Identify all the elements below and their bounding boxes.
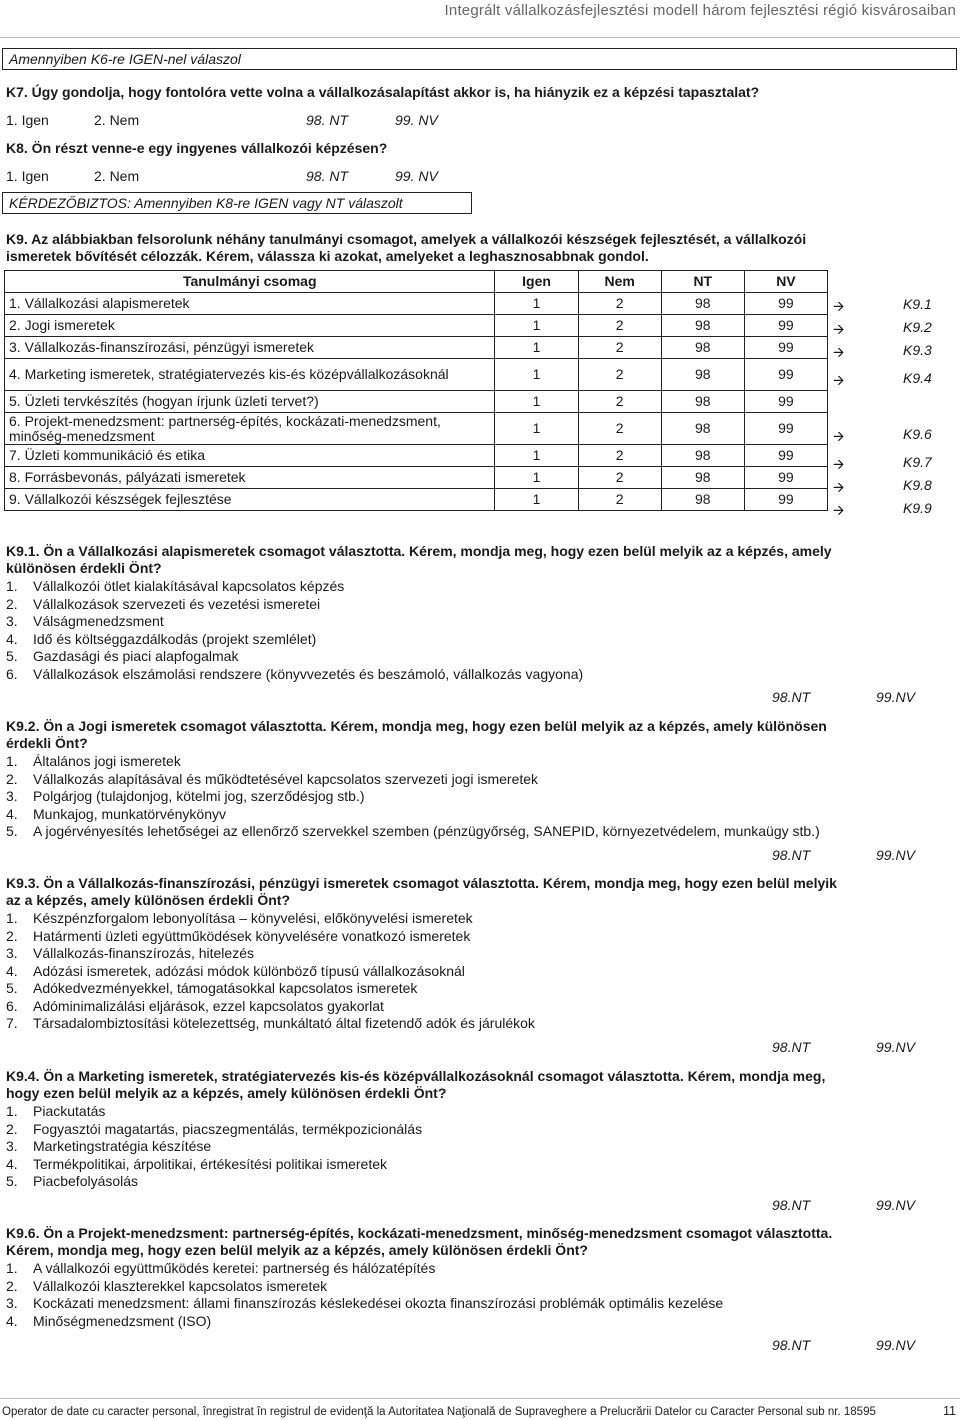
item-label: Társadalombiztosítási kötelezettség, munkáltató által fizetendő adók és járulékok (33, 1015, 535, 1031)
instruction-box-k6: Amennyiben K6-re IGEN-nel válaszol (2, 48, 957, 70)
cell-nt[interactable]: 98 (661, 359, 744, 391)
page-header (0, 0, 960, 38)
question-k9-6-line1: K9.6. Ön a Projekt-menedzsment: partnerség-építés, kockázati-menedzsment, minőség-menedzsment csomagot választotta. (6, 1225, 833, 1241)
item-label: Vállalkozói ötlet kialakításával kapcsolatos képzés (33, 578, 345, 594)
col-header-igen: Igen (495, 271, 578, 293)
cell-nem[interactable]: 2 (578, 359, 661, 391)
list-item[interactable] (6, 1295, 723, 1312)
package-name: 3. Vállalkozás-finanszírozási, pénzügyi ismeretek (5, 337, 495, 359)
cell-nv[interactable]: 99 (744, 315, 827, 337)
list-item[interactable] (6, 666, 583, 683)
list-item[interactable] (6, 998, 384, 1015)
item-label: Vállalkozások elszámolási rendszere (könyvvezetés és beszámoló, vállalkozás vagyona) (33, 665, 584, 682)
item-number: 4. (6, 1312, 18, 1329)
package-name: 9. Vállalkozói készségek fejlesztése (5, 489, 495, 511)
cell-igen[interactable]: 1 (495, 445, 578, 467)
cell-nt[interactable]: 98 (661, 337, 744, 359)
item-number: 3. (6, 1295, 18, 1311)
k9-3-nt[interactable]: 98.NT (772, 1039, 811, 1055)
skip-code: K9.2 (903, 319, 932, 335)
table-header-row (5, 271, 828, 293)
skip-code: K9.4 (903, 370, 932, 386)
item-label: A vállalkozói együttműködés keretei: partnerség és hálózatépítés (33, 1260, 436, 1276)
question-k7: K7. Úgy gondolja, hogy fontolóra vette volna a vállalkozásalapítást akkor is, ha hiányzik ez a képzési tapasztalat? (6, 84, 760, 100)
cell-nem[interactable]: 2 (578, 445, 661, 467)
item-number: 3. (6, 945, 18, 961)
cell-igen[interactable]: 1 (495, 359, 578, 391)
table-row (5, 467, 828, 489)
item-label: Vállalkozói klaszterekkel kapcsolatos ismeretek (33, 1277, 328, 1294)
table-row (5, 337, 828, 359)
package-name: 8. Forrásbevonás, pályázati ismeretek (5, 467, 495, 489)
question-k9-1-line2: különösen érdekli Önt? (6, 560, 162, 576)
item-number: 3. (6, 613, 18, 629)
cell-igen[interactable]: 1 (495, 337, 578, 359)
package-name: 5. Üzleti tervkészítés (hogyan írjunk üzleti tervet?) (5, 391, 495, 413)
k9-4-nv[interactable]: 99.NV (876, 1197, 915, 1213)
question-k9-2-line1: K9.2. Ön a Jogi ismeretek csomagot választotta. Kérem, mondja meg, hogy ezen belül melyik az a képzés, amely különösen (6, 718, 827, 734)
list-item[interactable] (6, 1156, 387, 1173)
item-number: 1. (6, 910, 18, 926)
question-k9-4-line1: K9.4. Ön a Marketing ismeretek, stratégiatervezés kis-és középvállalkozásoknál csomagot választotta. Kérem, mondja meg, (6, 1068, 826, 1084)
k9-3-nv[interactable]: 99.NV (876, 1039, 915, 1055)
item-label: Fogyasztói magatartás, piacszegmentálás, termékpozicionálás (33, 1120, 423, 1137)
k8-option-igen[interactable]: 1. Igen (6, 168, 49, 184)
list-item[interactable] (6, 613, 164, 630)
question-k9 (6, 231, 946, 265)
cell-nem[interactable]: 2 (578, 315, 661, 337)
cell-nv[interactable]: 99 (744, 337, 827, 359)
cell-nt[interactable]: 98 (661, 467, 744, 489)
list-item[interactable] (6, 963, 465, 980)
item-label: Gazdasági és piaci alapfogalmak (33, 648, 239, 664)
list-item[interactable] (6, 823, 820, 840)
cell-igen[interactable]: 1 (495, 391, 578, 413)
interviewer-instruction-box: KÉRDEZŐBIZTOS: Amennyiben K8-re IGEN vagy NT válaszolt (2, 192, 472, 214)
list-item[interactable] (6, 1173, 138, 1190)
cell-nv[interactable]: 99 (744, 489, 827, 511)
k7-option-nt[interactable]: 98. NT (306, 112, 349, 128)
k9-2-nv[interactable]: 99.NV (876, 847, 915, 863)
item-number: 4. (6, 805, 18, 822)
question-k9-1-line1: K9.1. Ön a Vállalkozási alapismeretek csomagot választotta. Kérem, mondja meg, hogy ezen belül melyik az a képzés, amely (6, 543, 832, 559)
skip-code: K9.3 (903, 342, 932, 358)
item-number: 1. (6, 1260, 18, 1276)
item-label: Vállalkozás alapításával és működtetésével kapcsolatos szervezeti jogi ismeretek (33, 770, 539, 787)
item-label: Termékpolitikai, árpolitikai, értékesítési politikai ismeretek (33, 1155, 388, 1172)
table-row (5, 315, 828, 337)
cell-nem[interactable]: 2 (578, 391, 661, 413)
item-label: Minőségmenedzsment (ISO) (33, 1312, 212, 1329)
cell-nt[interactable]: 98 (661, 293, 744, 315)
item-number: 2. (6, 770, 18, 787)
k8-option-nv[interactable]: 99. NV (395, 168, 438, 184)
cell-nv[interactable]: 99 (744, 413, 827, 445)
list-item[interactable] (6, 1103, 105, 1120)
question-k9-3 (6, 875, 946, 909)
item-label: A jogérvényesítés lehetőségei az ellenőrző szervekkel szemben (pénzügyőrség, SANEPID, környezetvédelem, munkaügy stb.) (33, 823, 820, 839)
item-number: 3. (6, 788, 18, 804)
arrow-right-icon: 🡪 (833, 298, 845, 314)
cell-nv[interactable]: 99 (744, 293, 827, 315)
k8-option-nt[interactable]: 98. NT (306, 168, 349, 184)
question-k9-line2: ismeretek bővítését célozzák. Kérem, válassza ki azokat, amelyeket a leghasznosabbnak gondol. (6, 248, 649, 264)
list-item[interactable] (6, 910, 473, 927)
package-name: 4. Marketing ismeretek, stratégiatervezés kis-és középvállalkozásoknál (5, 359, 495, 391)
cell-igen[interactable]: 1 (495, 413, 578, 445)
arrow-right-icon: 🡪 (833, 372, 845, 388)
list-item[interactable] (6, 1278, 327, 1295)
list-item[interactable] (6, 788, 365, 805)
cell-nv[interactable]: 99 (744, 445, 827, 467)
skip-code: K9.6 (903, 426, 932, 442)
item-number: 2. (6, 927, 18, 944)
cell-nt[interactable]: 98 (661, 445, 744, 467)
table-row (5, 391, 828, 413)
k9-1-nt[interactable]: 98.NT (772, 689, 811, 705)
question-k9-3-line1: K9.3. Ön a Vállalkozás-finanszírozási, pénzügyi ismeretek csomagot választotta. Kérem, mondja meg, hogy ezen belül melyik (6, 875, 837, 891)
cell-nt[interactable]: 98 (661, 391, 744, 413)
k7-option-igen[interactable]: 1. Igen (6, 112, 49, 128)
item-number: 4. (6, 1155, 18, 1172)
item-label: Munkajog, munkatörvénykönyv (33, 805, 226, 822)
question-k9-3-line2: az a képzés, amely különösen érdekli Önt? (6, 892, 290, 908)
cell-nem[interactable]: 2 (578, 489, 661, 511)
question-k9-1 (6, 543, 946, 577)
list-item[interactable] (6, 596, 320, 613)
col-header-nem: Nem (578, 271, 661, 293)
item-number: 2. (6, 1120, 18, 1137)
arrow-right-icon: 🡪 (833, 428, 845, 444)
cell-igen[interactable]: 1 (495, 315, 578, 337)
question-k9-2 (6, 718, 946, 752)
item-number: 4. (6, 962, 18, 979)
k7-option-nv[interactable]: 99. NV (395, 112, 438, 128)
skip-code: K9.1 (903, 296, 932, 312)
table-row (5, 359, 828, 391)
skip-code: K9.7 (903, 454, 932, 470)
list-item[interactable] (6, 928, 470, 945)
k9-4-nt[interactable]: 98.NT (772, 1197, 811, 1213)
list-item[interactable] (6, 631, 316, 648)
cell-nem[interactable]: 2 (578, 467, 661, 489)
item-label: Vállalkozások szervezeti és vezetési ismeretei (33, 595, 321, 612)
k9-6-nv[interactable]: 99.NV (876, 1337, 915, 1353)
list-item[interactable] (6, 753, 181, 770)
footer-text: Operator de date cu caracter personal, înregistrat în registrul de evidenţă la Autoritatea Naţională de Supraveghere a Prelucrării Datelor cu Caracter Personal sub nr. 18595 (2, 1406, 876, 1418)
item-number: 2. (6, 1277, 18, 1294)
item-number: 6. (6, 997, 18, 1014)
item-label: Válságmenedzsment (33, 613, 164, 629)
cell-igen[interactable]: 1 (495, 489, 578, 511)
item-label: Általános jogi ismeretek (33, 753, 181, 769)
item-number: 4. (6, 630, 18, 647)
page-number: 11 (943, 1404, 956, 1418)
item-number: 5. (6, 823, 18, 839)
list-item[interactable] (6, 945, 254, 962)
item-number: 1. (6, 1103, 18, 1119)
cell-nem[interactable]: 2 (578, 337, 661, 359)
arrow-right-icon: 🡪 (833, 344, 845, 360)
table-row (5, 293, 828, 315)
list-item[interactable] (6, 980, 417, 997)
item-label: Adókedvezményekkel, támogatásokkal kapcsolatos ismeretek (33, 980, 418, 996)
question-k9-6-line2: Kérem, mondja meg, hogy ezen belül melyik az a képzés, amely különösen érdekli Önt? (6, 1242, 588, 1258)
item-number: 5. (6, 980, 18, 996)
table-row (5, 413, 828, 445)
package-name: 6. Projekt-menedzsment: partnerség-építés, kockázati-menedzsment, minőség-menedzsment (5, 413, 495, 445)
package-table (4, 270, 828, 511)
item-label: Határmenti üzleti együttműködések könyvelésére vonatkozó ismeretek (33, 927, 471, 944)
table-row (5, 445, 828, 467)
col-header-package: Tanulmányi csomag (5, 271, 495, 293)
cell-nt[interactable]: 98 (661, 413, 744, 445)
item-number: 5. (6, 1173, 18, 1189)
arrow-right-icon: 🡪 (833, 479, 845, 495)
list-item[interactable] (6, 578, 344, 595)
skip-code: K9.9 (903, 500, 932, 516)
item-label: Marketingstratégia készítése (33, 1138, 212, 1154)
item-number: 5. (6, 648, 18, 664)
cell-igen[interactable]: 1 (495, 467, 578, 489)
cell-nem[interactable]: 2 (578, 293, 661, 315)
item-label: Idő és költséggazdálkodás (projekt szemlélet) (33, 630, 317, 647)
table-row (5, 489, 828, 511)
item-label: Készpénzforgalom lebonyolítása – könyvelési, előkönyvelési ismeretek (33, 910, 473, 926)
list-item[interactable] (6, 1121, 422, 1138)
package-name: 2. Jogi ismeretek (5, 315, 495, 337)
cell-nv[interactable]: 99 (744, 467, 827, 489)
question-k9-6 (6, 1225, 946, 1259)
item-label: Vállalkozás-finanszírozás, hitelezés (33, 945, 254, 961)
list-item[interactable] (6, 648, 238, 665)
cell-nt[interactable]: 98 (661, 489, 744, 511)
question-k9-4-line2: hogy ezen belül melyik az a képzés, amely különösen érdekli Önt? (6, 1085, 447, 1101)
question-k9-2-line2: érdekli Önt? (6, 735, 88, 751)
list-item[interactable] (6, 1313, 211, 1330)
skip-code: K9.8 (903, 477, 932, 493)
k9-2-nt[interactable]: 98.NT (772, 847, 811, 863)
item-label: Piackutatás (33, 1103, 106, 1119)
package-name: 7. Üzleti kommunikáció és etika (5, 445, 495, 467)
item-label: Polgárjog (tulajdonjog, kötelmi jog, szerződésjog stb.) (33, 788, 365, 804)
item-number: 3. (6, 1138, 18, 1154)
arrow-right-icon: 🡪 (833, 456, 845, 472)
list-item[interactable] (6, 1260, 435, 1277)
cell-nt[interactable]: 98 (661, 315, 744, 337)
package-name: 1. Vállalkozási alapismeretek (5, 293, 495, 315)
col-header-nv: NV (744, 271, 827, 293)
item-number: 2. (6, 595, 18, 612)
item-label: Adózási ismeretek, adózási módok különböző típusú vállalkozásoknál (33, 962, 465, 979)
item-number: 6. (6, 665, 18, 682)
header-title: Integrált vállalkozásfejlesztési modell három fejlesztési régió kisvárosaiban (444, 2, 956, 19)
item-label: Piacbefolyásolás (33, 1173, 139, 1189)
col-header-nt: NT (661, 271, 744, 293)
item-number: 7. (6, 1015, 18, 1031)
cell-nv[interactable]: 99 (744, 391, 827, 413)
list-item[interactable] (6, 1138, 211, 1155)
k8-option-nem[interactable]: 2. Nem (94, 168, 140, 184)
item-label: Kockázati menedzsment: állami finanszírozás késlekedései okozta finanszírozási problémák optimális kezelése (33, 1295, 724, 1311)
arrow-right-icon: 🡪 (833, 502, 845, 518)
k7-option-nem[interactable]: 2. Nem (94, 112, 140, 128)
arrow-right-icon: 🡪 (833, 321, 845, 337)
question-k9-line1: K9. Az alábbiakban felsorolunk néhány tanulmányi csomagot, amelyek a vállalkozói készségek fejlesztését, a vállalkozói (6, 231, 807, 247)
item-label: Adóminimalizálási eljárások, ezzel kapcsolatos gyakorlat (33, 997, 384, 1014)
question-k8: K8. Ön részt venne-e egy ingyenes vállalkozói képzésen? (6, 140, 388, 156)
k9-1-nv[interactable]: 99.NV (876, 689, 915, 705)
list-item[interactable] (6, 771, 538, 788)
page-footer (0, 1398, 960, 1420)
list-item[interactable] (6, 806, 226, 823)
item-number: 1. (6, 753, 18, 769)
question-k9-4 (6, 1068, 946, 1102)
cell-igen[interactable]: 1 (495, 293, 578, 315)
cell-nv[interactable]: 99 (744, 359, 827, 391)
list-item[interactable] (6, 1015, 535, 1032)
cell-nem[interactable]: 2 (578, 413, 661, 445)
k9-6-nt[interactable]: 98.NT (772, 1337, 811, 1353)
item-number: 1. (6, 578, 18, 594)
